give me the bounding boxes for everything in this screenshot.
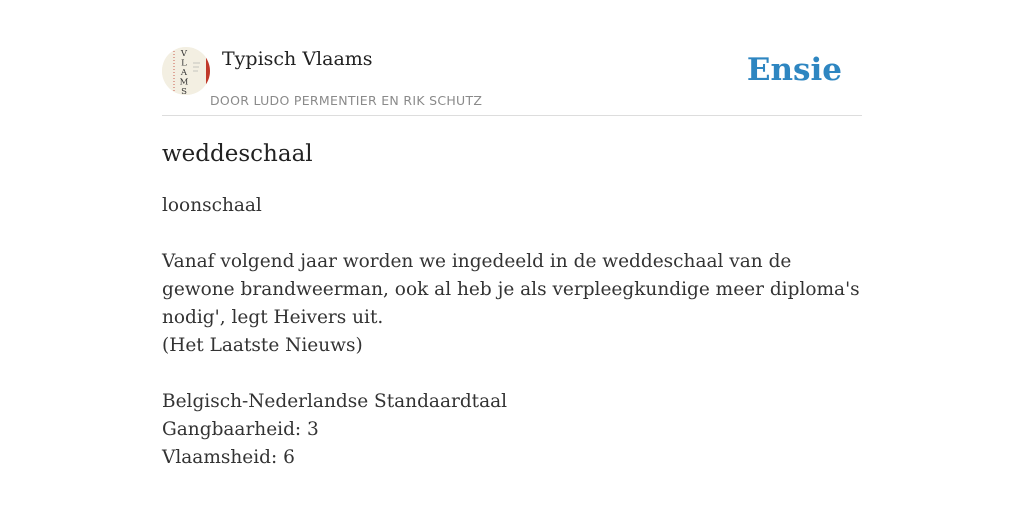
book-cover-avatar[interactable] xyxy=(162,47,210,95)
entry-metadata xyxy=(162,388,862,472)
example-source: (Het Laatste Nieuws) xyxy=(162,335,363,356)
entry-word: weddeschaal xyxy=(162,141,313,167)
entry-example xyxy=(162,248,862,360)
cover-letter: V xyxy=(180,49,188,59)
vlaamsheid-score: Vlaamsheid: 6 xyxy=(162,447,295,468)
language-label: Belgisch-Nederlandse Standaardtaal xyxy=(162,391,508,412)
gangbaarheid-score: Gangbaarheid: 3 xyxy=(162,419,319,440)
cover-letter: S xyxy=(181,87,187,95)
cover-letter: M xyxy=(179,77,189,88)
entry-content xyxy=(162,138,862,472)
example-sentence: Vanaf volgend jaar worden we ingedeeld in de weddeschaal van de gewone brandweerman, ook al heb je als verpleegkundige meer diploma's nodig', legt Heivers uit. xyxy=(162,251,860,328)
book-authors: DOOR LUDO PERMENTIER EN RIK SCHUTZ xyxy=(210,93,483,108)
cover-letter: L xyxy=(181,58,187,69)
book-cover-image xyxy=(162,47,210,95)
ensie-logo-link[interactable]: Ensie xyxy=(746,52,842,88)
book-header xyxy=(162,44,862,116)
book-title[interactable]: Typisch Vlaams xyxy=(222,48,373,70)
entry-definition: loonschaal xyxy=(162,195,262,216)
cover-letter: A xyxy=(180,68,188,78)
